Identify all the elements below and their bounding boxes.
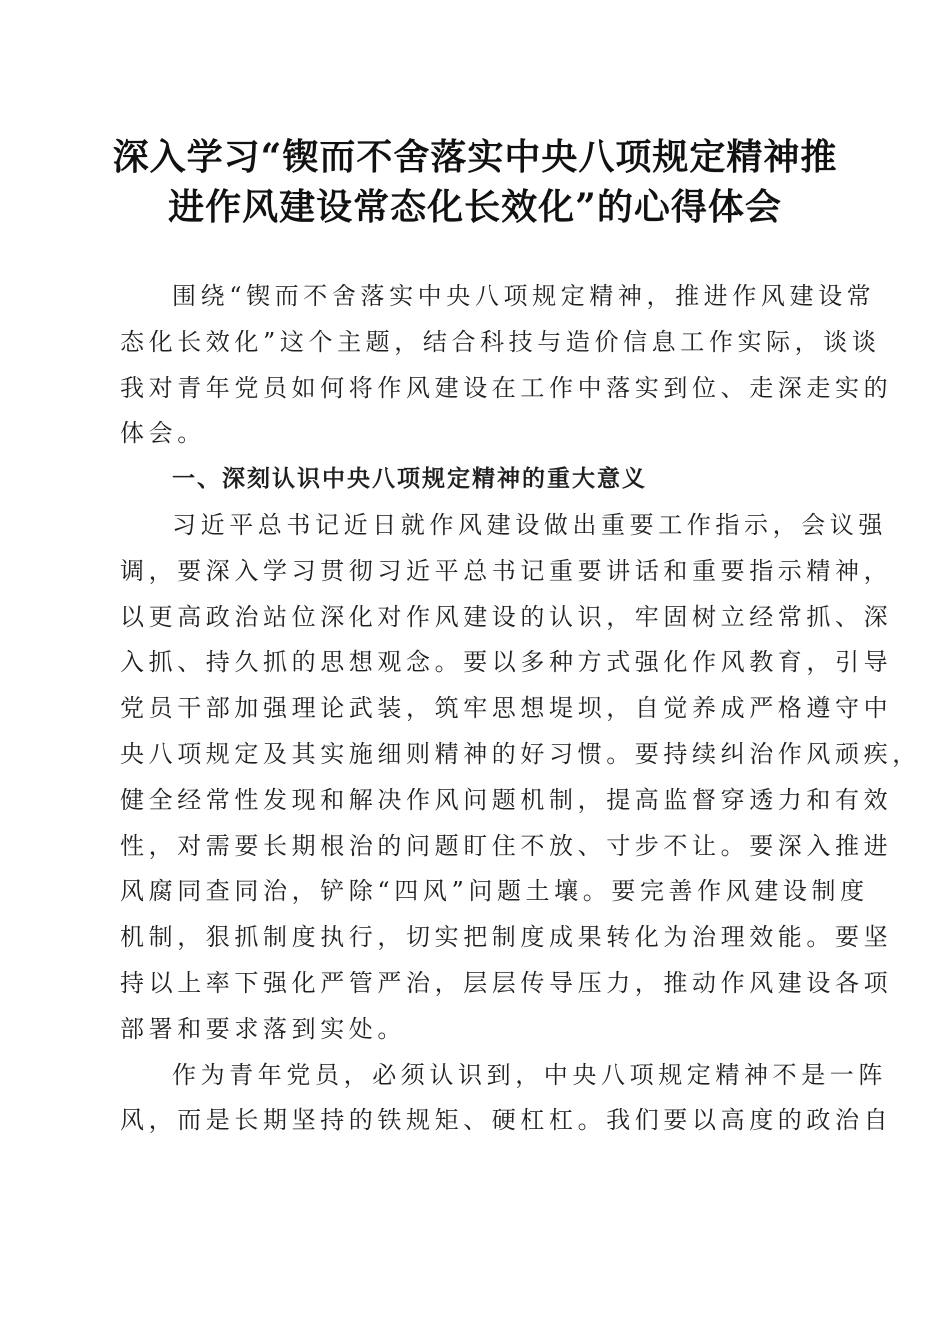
title-line-1: 深入学习“锲而不舍落实中央八项规定精神推 — [112, 136, 838, 178]
paragraph-2-line-6: 央八项规定及其实施细则精神的好习惯。要持续纠治作风顽疾， — [120, 739, 921, 768]
paragraph-1-line-1: 围绕“锲而不舍落实中央八项规定精神，推进作风建设常 — [172, 282, 876, 310]
document-body — [120, 274, 921, 1144]
paragraph-2-line-1: 习近平总书记近日就作风建设做出重要工作指示，会议强 — [172, 510, 887, 539]
document-title — [100, 132, 850, 232]
paragraph-1-line-3: 我对青年党员如何将作风建设在工作中落实到位、走深走实的 — [120, 373, 893, 402]
paragraph-2-line-8: 性，对需要长期根治的问题盯住不放、寸步不让。要深入推进 — [120, 831, 893, 860]
title-line-2: 进作风建设常态化长效化”的心得体会 — [168, 186, 782, 228]
paragraph-2-line-9: 风腐同查同治，铲除“四风”问题土壤。要完善作风建设制度 — [120, 877, 869, 906]
paragraph-2-line-4: 入抓、持久抓的思想观念。要以多种方式强化作风教育，引导 — [120, 648, 893, 677]
paragraph-2-line-7: 健全经常性发现和解决作风问题机制，提高监督穿透力和有效 — [120, 785, 893, 814]
paragraph-2-line-2: 调，要深入学习贯彻习近平总书记重要讲话和重要指示精神， — [120, 556, 893, 585]
paragraph-2-line-11: 持以上率下强化严管严治，层层传导压力，推动作风建设各项 — [120, 968, 893, 997]
paragraph-1-line-2: 态化长效化”这个主题，结合科技与造价信息工作实际，谈谈 — [120, 327, 881, 356]
paragraph-3-line-1: 作为青年党员，必须认识到，中央八项规定精神不是一阵 — [172, 1060, 887, 1089]
paragraph-2-line-3: 以更高政治站位深化对作风建设的认识，牢固树立经常抓、深 — [120, 602, 893, 631]
paragraph-2-line-5: 党员干部加强理论武装，筑牢思想堤坝，自觉养成严格遵守中 — [120, 694, 893, 723]
paragraph-1-line-4: 体会。 — [120, 419, 206, 448]
section-heading-1: 一、深刻认识中央八项规定精神的重大意义 — [172, 466, 647, 493]
paragraph-2-line-10: 机制，狠抓制度执行，切实把制度成果转化为治理效能。要坚 — [120, 923, 893, 952]
paragraph-3-line-2: 风，而是长期坚持的铁规矩、硬杠杠。我们要以高度的政治自 — [120, 1106, 893, 1135]
paragraph-2-line-12: 部署和要求落到实处。 — [120, 1014, 406, 1043]
